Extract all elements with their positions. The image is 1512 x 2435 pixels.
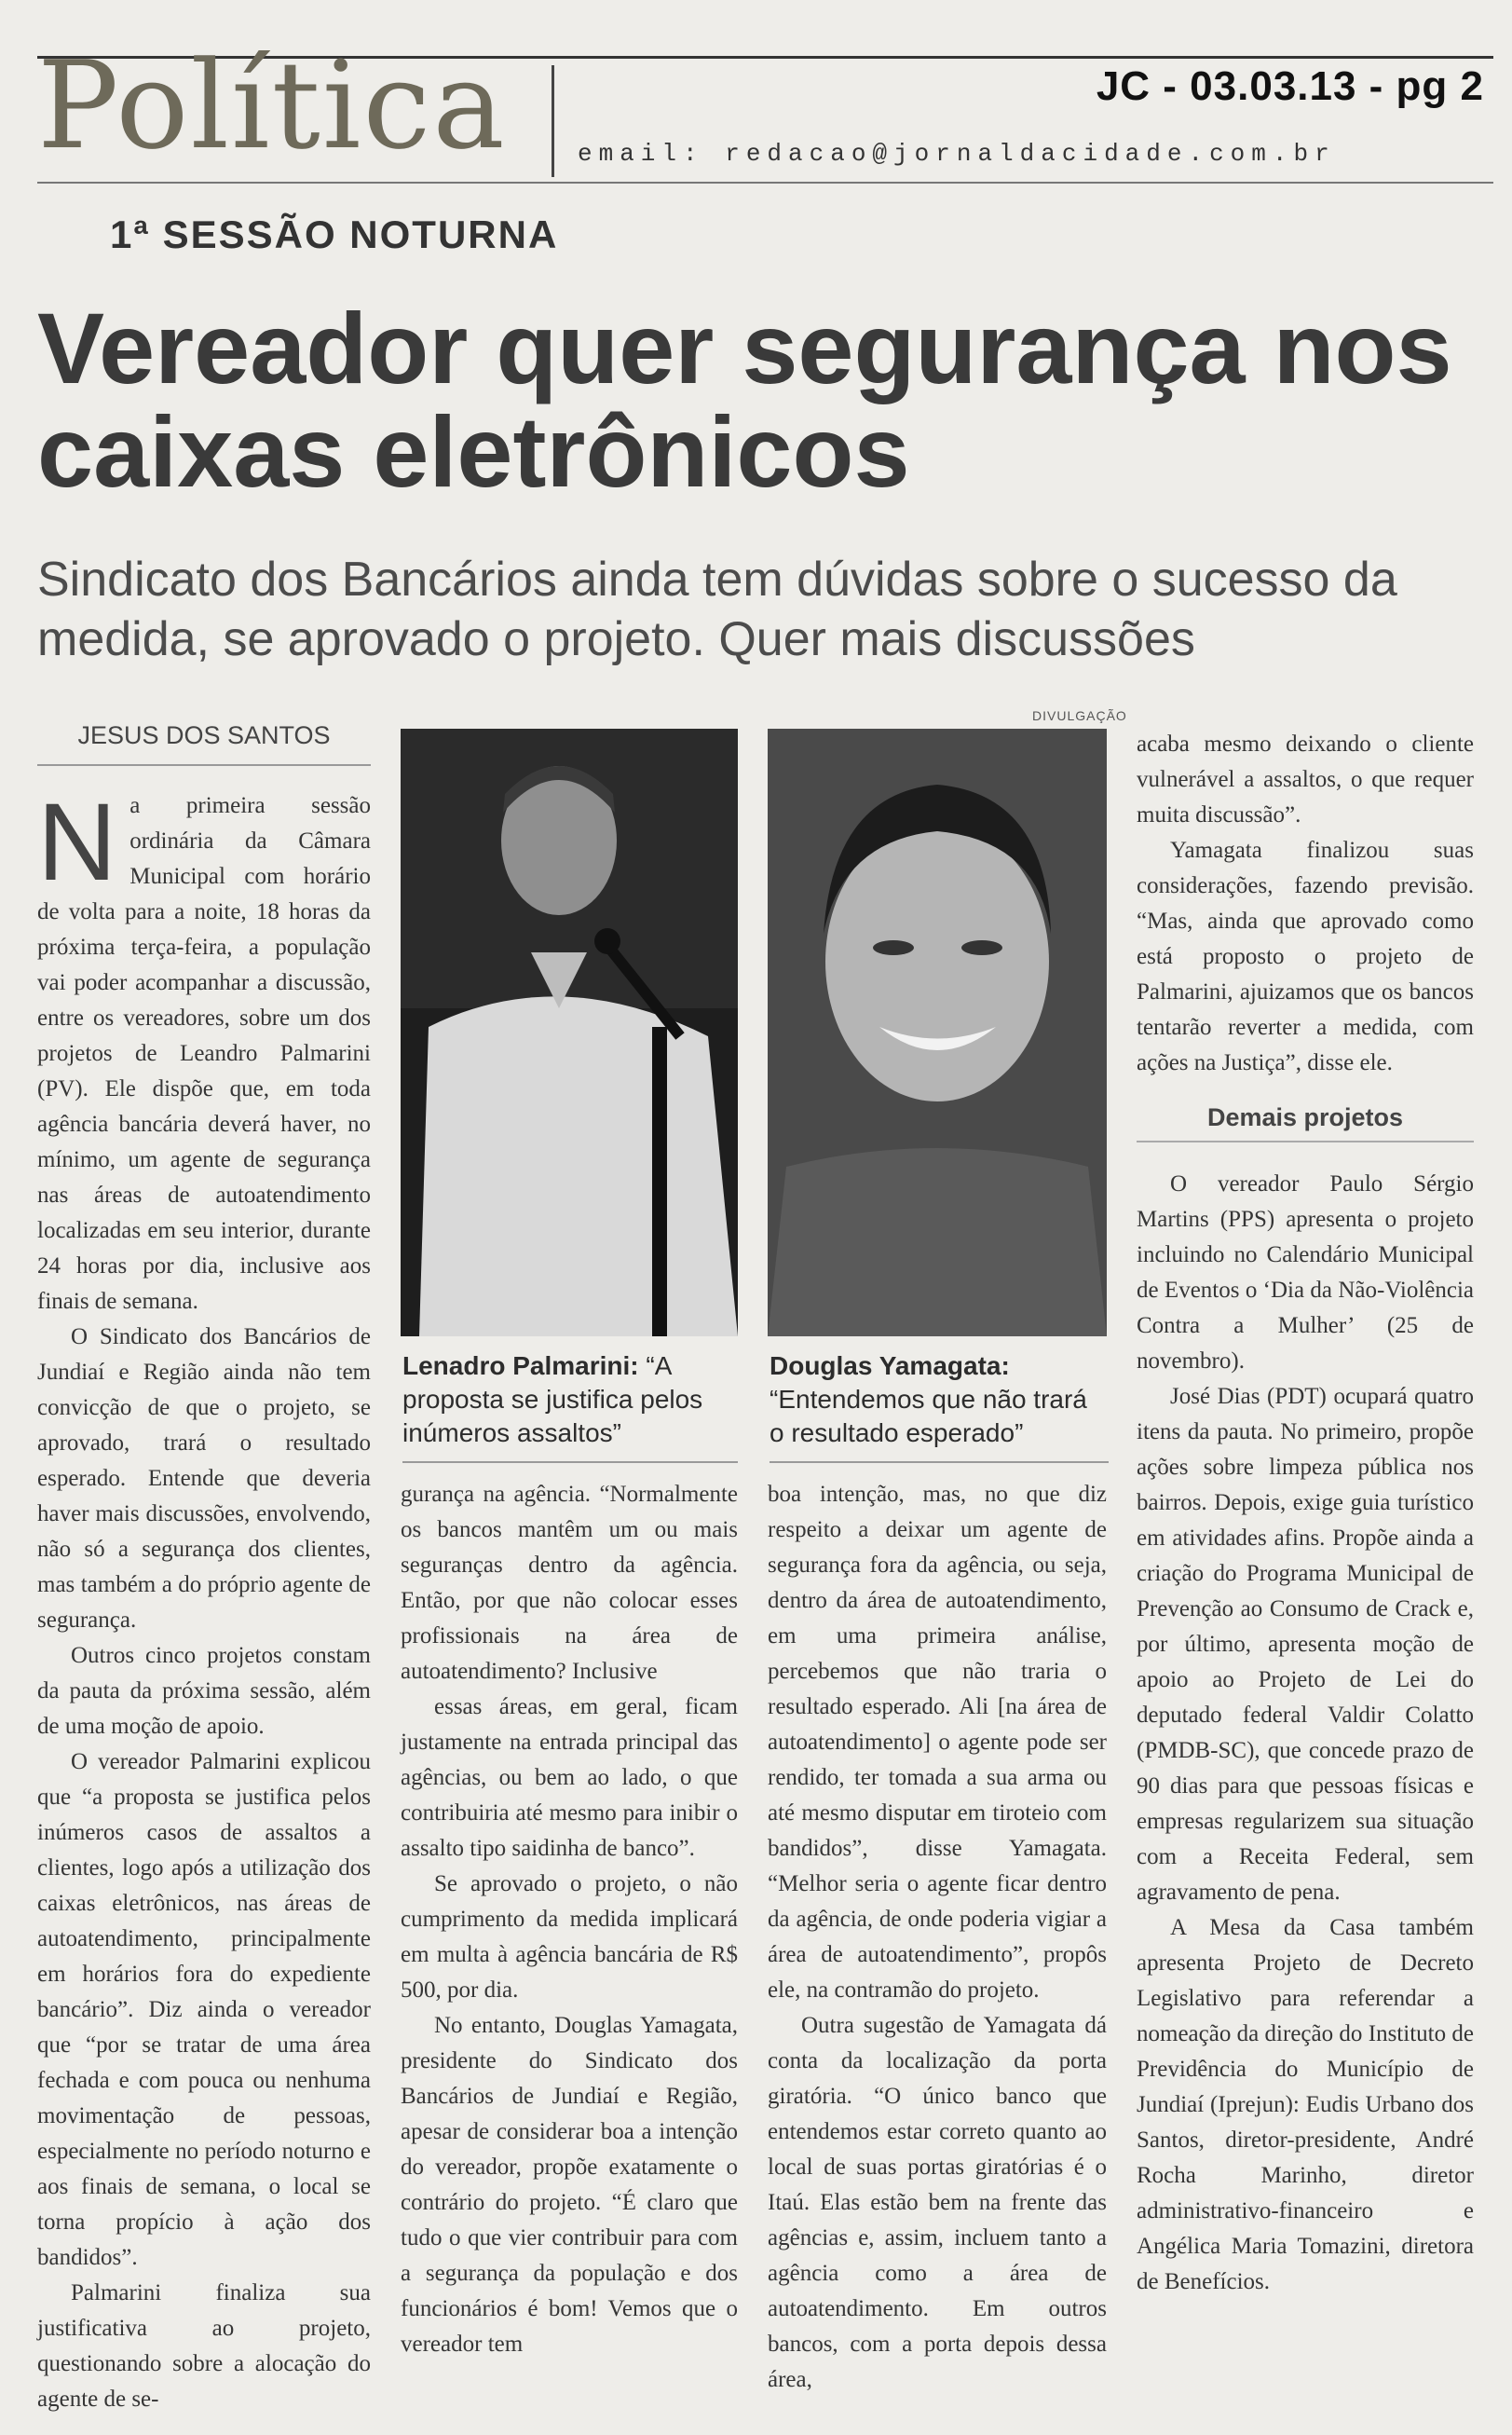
article-column-2 [401,1477,738,2362]
caption-rule [402,1461,738,1463]
article-column-4 [1137,727,1474,2300]
article-deck: Sindicato dos Bancários ainda tem dúvidas sobre o sucesso da medida, se aprovado o projeto. Quer mais discussões [37,553,1397,667]
byline: JESUS DOS SANTOS [37,718,371,766]
photo-caption-palmarini [402,1349,738,1450]
header-divider [552,65,554,177]
subhead-demais-projetos: Demais projetos [1137,1100,1474,1142]
paragraph: Se aprovado o projeto, o não cumprimento da medida implicará em multa à agência bancária de R$ 500, por dia. [401,1871,738,2003]
paragraph: O vereador Paulo Sérgio Martins (PPS) apresenta o projeto incluindo no Calendário Municipal de Eventos o ‘Dia da Não-Violência Contra a Mulher’ (25 de novembro). [1137,1171,1474,1374]
article-headline: Vereador quer segurança nos caixas eletrônicos [37,292,1452,509]
paragraph: Na primeira sessão ordinária da Câmara Municipal com horário de volta para a noite, 18 horas da próxima terça-feira, a população vai poder acompanhar a discussão, entre os vereadores, sobre um dos projetos de Leandro Palmarini (PV). Ele dispõe que, em toda agência bancária deverá haver, no mínimo, um agente de segurança nas áreas de autoatendimento localizadas em seu interior, durante 24 horas por dia, inclusive aos finais de semana. [37,781,371,1314]
caption-rule [770,1461,1109,1463]
caption-quote: “Entendemos que não trará o resultado esperado” [770,1385,1087,1447]
paragraph: acaba mesmo deixando o cliente vulnerável a assaltos, o que requer muita discussão”. [1137,732,1474,828]
paragraph: No entanto, Douglas Yamagata, presidente do Sindicato dos Bancários de Jundiaí e Região, apesar de considerar boa a intenção do vereador, propõe exatamente o contrário do projeto. “É claro que tudo o que vier contribuir para com a segurança da população e dos funcionários é bom! Vemos que o vereador tem [401,2013,738,2357]
photo-leandro-palmarini [401,729,738,1336]
photo-caption-yamagata [770,1349,1109,1450]
paragraph: essas áreas, em geral, ficam justamente na entrada principal das agências, ou bem ao lado, o que contribuiria até mesmo para inibir o assalto tipo saidinha de banco”. [401,1694,738,1861]
portrait-smiling-man [768,729,1107,1336]
photo-douglas-yamagata [768,729,1107,1336]
issue-identifier: JC - 03.03.13 - pg 2 [1096,63,1484,109]
paragraph: Outra sugestão de Yamagata dá conta da localização da porta giratória. “O único banco que entendemos estar correto quanto ao local de suas portas giratórias é o Itaú. Elas estão bem na frente das agências e, assim, incluem tanto a agência como a área de autoatendimento. Em outros bancos, com a porta depois dessa área, [768,2013,1107,2392]
caption-name: Douglas Yamagata: [770,1351,1010,1380]
caption-quote: “A proposta se justifica pelos inúmeros assaltos” [402,1351,703,1447]
paragraph: Yamagata finalizou suas considerações, fazendo previsão. “Mas, ainda que aprovado como está proposto o projeto de Palmarini, ajuizamos que os bancos tentarão reverter a medida, com ações na Justiça”, disse ele. [1137,838,1474,1075]
dropcap: N [37,781,117,904]
paragraph: Palmarini finaliza sua justificativa ao projeto, questionando sobre a alocação do agente de se- [37,2280,371,2412]
paragraph: O Sindicato dos Bancários de Jundiaí e Região ainda não tem convicção de que o projeto, se aprovado, trará o resultado esperado. Entende que deveria haver mais discussões, envolvendo, não só a segurança dos clientes, mas também a do próprio agente de segurança. [37,1324,371,1633]
paragraph: Outros cinco projetos constam da pauta da próxima sessão, além de uma moção de apoio. [37,1643,371,1739]
contact-email: email: redacao@jornaldacidade.com.br [578,140,1336,168]
caption-name: Lenadro Palmarini: [402,1351,639,1380]
photo-credit: DIVULGAÇÃO [1032,708,1127,723]
article-column-3 [768,1477,1107,2398]
paragraph: José Dias (PDT) ocupará quatro itens da pauta. No primeiro, propõe ações sobre limpeza pública nos bairros. Depois, exige guia turístico em atividades afins. Propõe ainda a criação do Programa Municipal de Prevenção ao Consumo de Crack e, por último, apresenta moção de apoio ao Projeto de Lei do deputado federal Valdir Colatto (PMDB-SC), que concede prazo de 90 dias para que pessoas físicas e empresas regularizem sua situação com a Receita Federal, sem agravamento de pena. [1137,1384,1474,1905]
paragraph: boa intenção, mas, no que diz respeito a deixar um agente de segurança fora da agência, ou seja, dentro da área de autoatendimento, em uma primeira análise, percebemos que não traria o resultado esperado. Ali [na área de autoatendimento] o agente pode ser rendido, ter tomada a sua arma ou até mesmo disputar em tiroteio com bandidos”, disse Yamagata. “Melhor seria o agente ficar dentro da agência, de onde poderia vigiar a área de autoatendimento”, propôs ele, na contramão do projeto. [768,1482,1107,2003]
paragraph: gurança na agência. “Normalmente os bancos mantêm um ou mais seguranças dentro da agência. Então, por que não colocar esses profissionais na área de autoatendimento? Inclusive [401,1482,738,1684]
section-title: Política [37,34,507,176]
article-kicker: 1ª SESSÃO NOTURNA [110,212,559,256]
article-column-1 [37,718,371,2417]
header-rule [37,182,1493,184]
portrait-speaker-at-microphone [401,729,738,1336]
paragraph: A Mesa da Casa também apresenta Projeto de Decreto Legislativo para referendar a nomeação da direção do Instituto de Previdência do Município de Jundiaí (Iprejun): Eudis Urbano dos Santos, diretor-presidente, André Rocha Marinho, diretor administrativo-financeiro e Angélica Maria Tomazini, diretora de Benefícios. [1137,1915,1474,2294]
paragraph: O vereador Palmarini explicou que “a proposta se justifica pelos inúmeros casos de assaltos a clientes, logo após a utilização dos caixas eletrônicos, nas áreas de autoatendimento, principalmente em horários fora do expediente bancário”. Diz ainda o vereador que “por se tratar de uma área fechada e com pouca ou nenhuma movimentação de pessoas, especialmente no período noturno e aos finais de semana, o local se torna propício à ação dos bandidos”. [37,1749,371,2270]
